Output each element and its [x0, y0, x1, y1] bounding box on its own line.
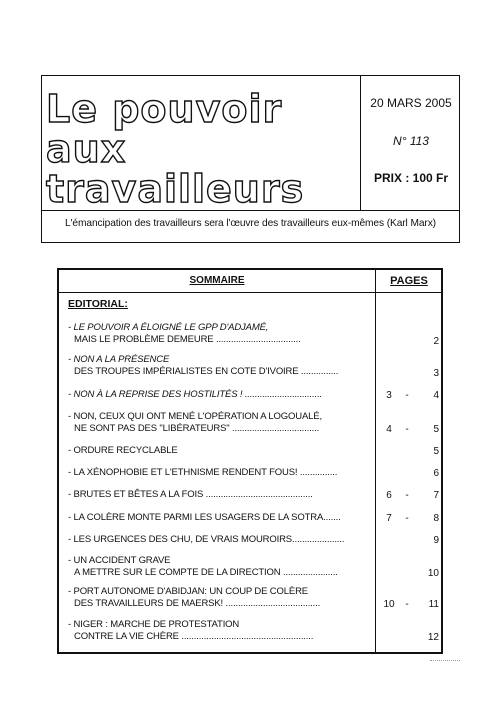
- toc-page-start: 4: [386, 424, 392, 435]
- toc-entry-line: CONTRE LA VIE CHÈRE .....................................................: [74, 631, 314, 642]
- toc-entry-line: - BRUTES ET BÊTES A LA FOIS ...........................................: [68, 489, 313, 500]
- toc-page-start: 7: [386, 513, 392, 524]
- toc-entry-line: - ORDURE RECYCLABLE: [68, 445, 178, 456]
- toc-page-end: 2: [433, 336, 439, 347]
- table-of-contents: [57, 268, 443, 654]
- toc-page-end: 7: [433, 490, 439, 501]
- toc-page-start: 6: [386, 490, 392, 501]
- issue-date: 20 MARS 2005: [370, 96, 452, 110]
- logo-line-2: aux: [46, 127, 127, 171]
- toc-entry-line: DES TRAVAILLEURS DE MAERSK! ......................................: [74, 598, 321, 609]
- toc-page-end: 11: [428, 599, 439, 610]
- toc-entry-line: - LE POUVOIR A ÉLOIGNÉ LE GPP D'ADJAMÉ,: [68, 322, 269, 333]
- toc-page-end: 10: [427, 568, 439, 579]
- toc-page-start: 3: [386, 390, 392, 401]
- toc-page-end: 6: [433, 468, 439, 479]
- toc-entry-line: - NIGER : MARCHE DE PROTESTATION: [68, 619, 240, 630]
- toc-page-dash: -: [405, 424, 409, 435]
- toc-page-dash: -: [405, 513, 409, 524]
- toc-page-start: 10: [383, 599, 395, 610]
- toc-entry-line: - NON À LA REPRISE DES HOSTILITÉS ! ...............................: [68, 389, 323, 400]
- toc-page-end: 5: [433, 424, 439, 435]
- toc-page-end: 4: [433, 390, 439, 401]
- toc-entry-line: - NON A LA PRÉSENCE: [68, 354, 170, 365]
- scan-speck: [430, 660, 460, 663]
- toc-column-divider: [375, 270, 376, 652]
- masthead-divider-vertical: [360, 76, 361, 210]
- toc-entry-line: - LA COLÈRE MONTE PARMI LES USAGERS DE LA SOTRA.......: [68, 512, 341, 523]
- toc-page-dash: -: [405, 390, 409, 401]
- toc-entry-line: MAIS LE PROBLÈME DEMEURE ..................................: [74, 334, 301, 345]
- toc-page-dash: -: [405, 490, 409, 501]
- toc-pages-title: PAGES: [390, 275, 428, 287]
- issue-price: PRIX : 100 Fr: [373, 171, 449, 185]
- logo-line-3: travailleurs: [46, 167, 305, 211]
- logo-line-1: Le pouvoir: [46, 87, 283, 131]
- toc-page-end: 12: [427, 632, 439, 643]
- toc-entry-line: - PORT AUTONOME D'ABIDJAN: UN COUP DE COLÈRE: [68, 586, 308, 597]
- toc-entry-line: DES TROUPES IMPÉRIALISTES EN COTE D'IVOIRE ...............: [74, 366, 339, 377]
- toc-entry-line: A METTRE SUR LE COMPTE DE LA DIRECTION ......................: [74, 567, 338, 578]
- toc-page-end: 5: [433, 446, 439, 457]
- toc-entry-line: NE SONT PAS DES "LIBÉRATEURS" ...................................: [74, 423, 320, 434]
- toc-title: SOMMAIRE: [189, 275, 245, 286]
- toc-page-end: 9: [433, 535, 439, 546]
- masthead: [41, 75, 460, 243]
- toc-entry-line: - NON, CEUX QUI ONT MENÉ L'OPÉRATION A LOGOUALÉ,: [68, 411, 322, 422]
- toc-entry-line: - LES URGENCES DES CHU, DE VRAIS MOUROIRS.....................: [68, 534, 345, 545]
- toc-section-heading: EDITORIAL:: [68, 298, 128, 310]
- toc-page-end: 8: [433, 513, 439, 524]
- newspaper-logo: [46, 87, 346, 211]
- toc-page-dash: -: [405, 599, 409, 610]
- issue-number: N° 113: [393, 134, 429, 148]
- toc-page-end: 3: [433, 368, 439, 379]
- toc-entry-line: - LA XÉNOPHOBIE ET L'ETHNISME RENDENT FOUS! ...............: [68, 467, 338, 478]
- toc-entry-line: - UN ACCIDENT GRAVE: [68, 555, 171, 566]
- motto: L'émancipation des travailleurs sera l'œuvre des travailleurs eux-mêmes (Karl Marx): [65, 218, 436, 229]
- toc-header-divider: [59, 292, 441, 293]
